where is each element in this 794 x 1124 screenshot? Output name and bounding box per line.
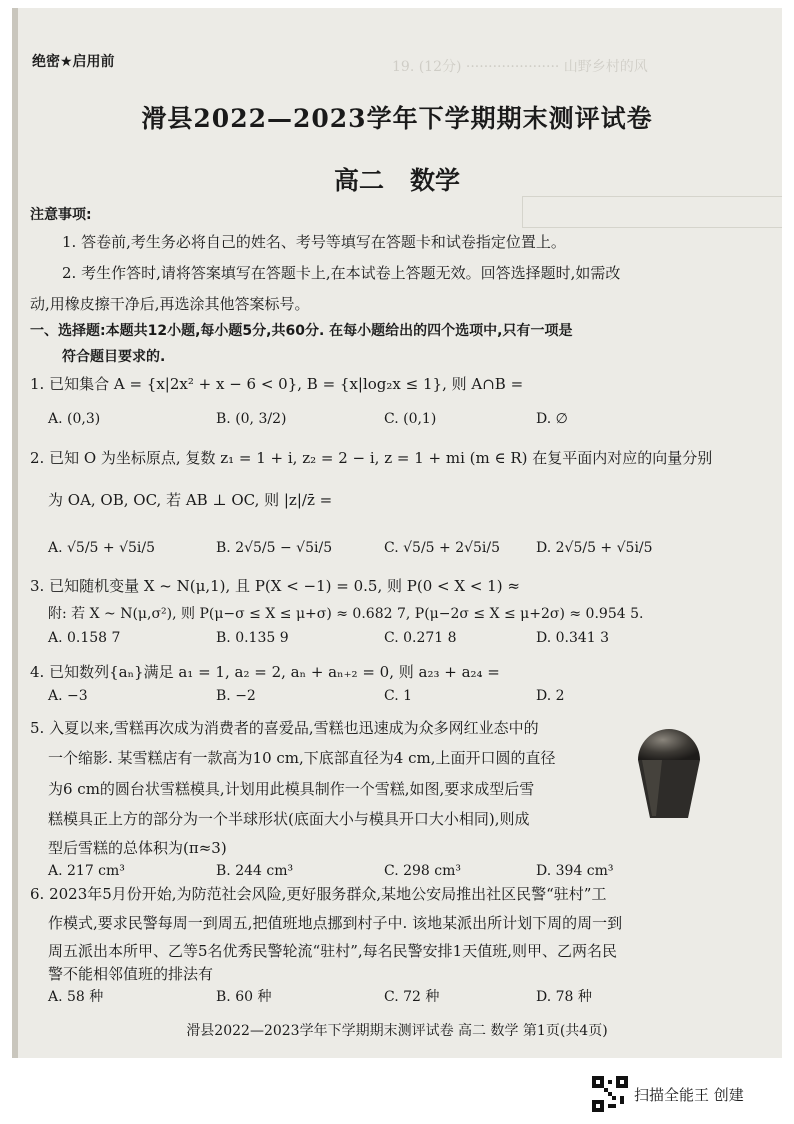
qr-code-icon	[592, 1076, 628, 1112]
question-5-line-3: 为6 cm的圆台状雪糕模具,计划用此模具制作一个雪糕,如图,要求成型后雪	[48, 780, 535, 798]
question-2-stem-cont: 为 OA, OB, OC, 若 AB ⊥ OC, 则 |z|/z̄ =	[48, 491, 333, 509]
exam-subtitle: 高二 数学	[333, 166, 461, 195]
q3-option-d: D. 0.341 3	[536, 630, 610, 646]
q2-option-c: C. √5/5 + 2√5i/5	[384, 540, 501, 556]
confidential-mark: 绝密★启用前	[32, 54, 115, 70]
scanner-label: 扫描全能王 创建	[634, 1085, 744, 1104]
q2-option-a: A. √5/5 + √5i/5	[48, 540, 156, 556]
q2-option-b: B. 2√5/5 − √5i/5	[216, 540, 333, 556]
question-5-line-5: 型后雪糕的总体积为(π≈3)	[48, 839, 227, 857]
question-6-line-4: 警不能相邻值班的排法有	[48, 965, 214, 983]
q3-option-b: B. 0.135 9	[216, 630, 289, 646]
question-5-line-1: 5. 入夏以来,雪糕再次成为消费者的喜爱品,雪糕也迅速成为众多网红业态中的	[30, 719, 539, 737]
q4-option-b: B. −2	[216, 688, 256, 704]
q5-option-c: C. 298 cm³	[384, 863, 462, 879]
q5-option-a: A. 217 cm³	[48, 863, 125, 879]
question-2-stem: 2. 已知 O 为坐标原点, 复数 z₁ = 1 + i, z₂ = 2 − i, z = 1 + mi (m ∈ R) 在复平面内对应的向量分别	[30, 449, 713, 467]
section-heading-cont: 符合题目要求的.	[62, 349, 166, 365]
q1-option-c: C. (0,1)	[384, 411, 437, 427]
bleed-through: 19. (12分) ····················· 山野乡村的风	[392, 59, 648, 75]
q5-option-d: D. 394 cm³	[536, 863, 614, 879]
q3-option-a: A. 0.158 7	[48, 630, 121, 646]
exam-title: 滑县2022—2023学年下学期期末测评试卷	[141, 104, 653, 133]
question-6-line-3: 周五派出本所甲、乙等5名优秀民警轮流“驻村”,每名民警安排1天值班,则甲、乙两名民	[48, 942, 617, 960]
q4-option-a: A. −3	[48, 688, 88, 704]
q4-option-c: C. 1	[384, 688, 413, 704]
question-5-line-4: 糕模具正上方的部分为一个半球形状(底面大小与模具开口大小相同),则成	[48, 810, 530, 828]
page-footer: 滑县2022—2023学年下学期期末测评试卷 高二 数学 第1页(共4页)	[186, 1023, 608, 1039]
q6-option-d: D. 78 种	[536, 989, 592, 1005]
question-3-stem: 3. 已知随机变量 X ~ N(μ,1), 且 P(X < −1) = 0.5, 则 P(0 < X < 1) ≈	[30, 577, 520, 595]
q5-option-b: B. 244 cm³	[216, 863, 294, 879]
notice-item-2-cont: 动,用橡皮擦干净后,再选涂其他答案标号。	[30, 295, 310, 313]
q6-option-b: B. 60 种	[216, 989, 272, 1005]
question-3-note: 附: 若 X ~ N(μ,σ²), 则 P(μ−σ ≤ X ≤ μ+σ) ≈ 0.682 7, P(μ−2σ ≤ X ≤ μ+2σ) ≈ 0.954 5.	[48, 606, 644, 622]
notice-item-2: 2. 考生作答时,请将答案填写在答题卡上,在本试卷上答题无效。回答选择题时,如需改	[62, 264, 621, 282]
q1-option-d: D. ∅	[536, 411, 568, 427]
exam-paper	[12, 8, 782, 1058]
scanner-watermark	[592, 1076, 744, 1112]
q2-option-d: D. 2√5/5 + √5i/5	[536, 540, 653, 556]
bleed-through-table	[522, 196, 782, 228]
section-heading: 一、选择题:本题共12小题,每小题5分,共60分. 在每小题给出的四个选项中,只有一项是	[30, 323, 573, 339]
q1-option-a: A. (0,3)	[48, 411, 101, 427]
notice-heading: 注意事项:	[30, 207, 92, 223]
question-6-line-1: 6. 2023年5月份开始,为防范社会风险,更好服务群众,某地公安局推出社区民警“驻村”工	[30, 885, 607, 903]
question-6-line-2: 作模式,要求民警每周一到周五,把值班地点挪到村子中. 该地某派出所计划下周的周一到	[48, 914, 623, 932]
q1-option-b: B. (0, 3/2)	[216, 411, 287, 427]
question-4-stem: 4. 已知数列{aₙ}满足 a₁ = 1, a₂ = 2, aₙ + aₙ₊₂ = 0, 则 a₂₃ + a₂₄ =	[30, 663, 500, 681]
q4-option-d: D. 2	[536, 688, 565, 704]
question-5-line-2: 一个缩影. 某雪糕店有一款高为10 cm,下底部直径为4 cm,上面开口圆的直径	[48, 749, 556, 767]
ice-cream-figure	[632, 726, 706, 820]
q6-option-c: C. 72 种	[384, 989, 440, 1005]
question-1-stem: 1. 已知集合 A = {x|2x² + x − 6 < 0}, B = {x|log₂x ≤ 1}, 则 A∩B =	[30, 375, 524, 393]
q3-option-c: C. 0.271 8	[384, 630, 457, 646]
notice-item-1: 1. 答卷前,考生务必将自己的姓名、考号等填写在答题卡和试卷指定位置上。	[62, 233, 566, 251]
q6-option-a: A. 58 种	[48, 989, 104, 1005]
